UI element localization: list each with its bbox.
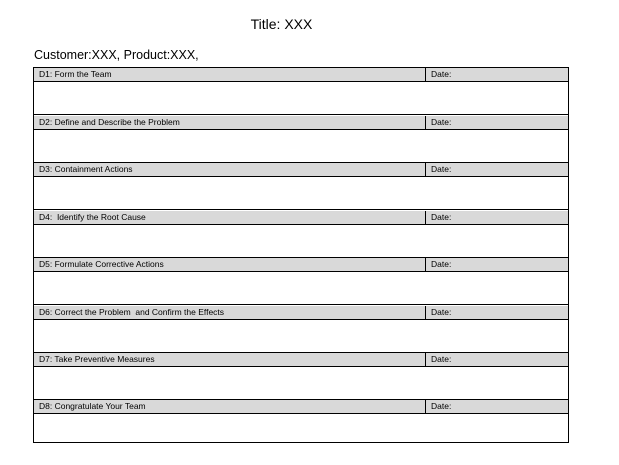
date-label: Date: (425, 163, 568, 176)
date-label: Date: (425, 400, 568, 413)
section-header (34, 258, 568, 272)
eight-d-form (33, 67, 569, 443)
section-label: D4: Identify the Root Cause (39, 211, 146, 222)
section-header (34, 116, 568, 130)
section-content-area[interactable] (34, 225, 568, 258)
section-header (34, 353, 568, 367)
section-header (34, 68, 568, 82)
section-content-area[interactable] (34, 130, 568, 163)
date-label: Date: (425, 211, 568, 224)
section-content-area[interactable] (34, 367, 568, 400)
date-label: Date: (425, 68, 568, 81)
section-content-area[interactable] (34, 177, 568, 210)
customer-product-line: Customer:XXX, Product:XXX, (34, 48, 199, 62)
section-label: D2: Define and Describe the Problem (39, 116, 180, 127)
page-title: Title: XXX (250, 16, 313, 32)
section-label: D1: Form the Team (39, 69, 112, 79)
section-header (34, 163, 568, 177)
section-content-area[interactable] (34, 414, 568, 442)
section-label: D8: Congratulate Your Team (39, 401, 146, 411)
section-header (34, 306, 568, 320)
date-label: Date: (425, 116, 568, 129)
section-content-area[interactable] (34, 272, 568, 305)
section-label: D5: Formulate Corrective Actions (39, 259, 164, 269)
section-label: D3: Containment Actions (39, 164, 133, 174)
section-header (34, 211, 568, 225)
section-header (34, 400, 568, 414)
section-content-area[interactable] (34, 82, 568, 115)
date-label: Date: (425, 258, 568, 271)
section-label: D6: Correct the Problem and Confirm the Effects (39, 306, 225, 317)
date-label: Date: (425, 353, 568, 366)
date-label: Date: (425, 306, 568, 319)
section-label: D7: Take Preventive Measures (39, 354, 155, 364)
section-content-area[interactable] (34, 320, 568, 353)
